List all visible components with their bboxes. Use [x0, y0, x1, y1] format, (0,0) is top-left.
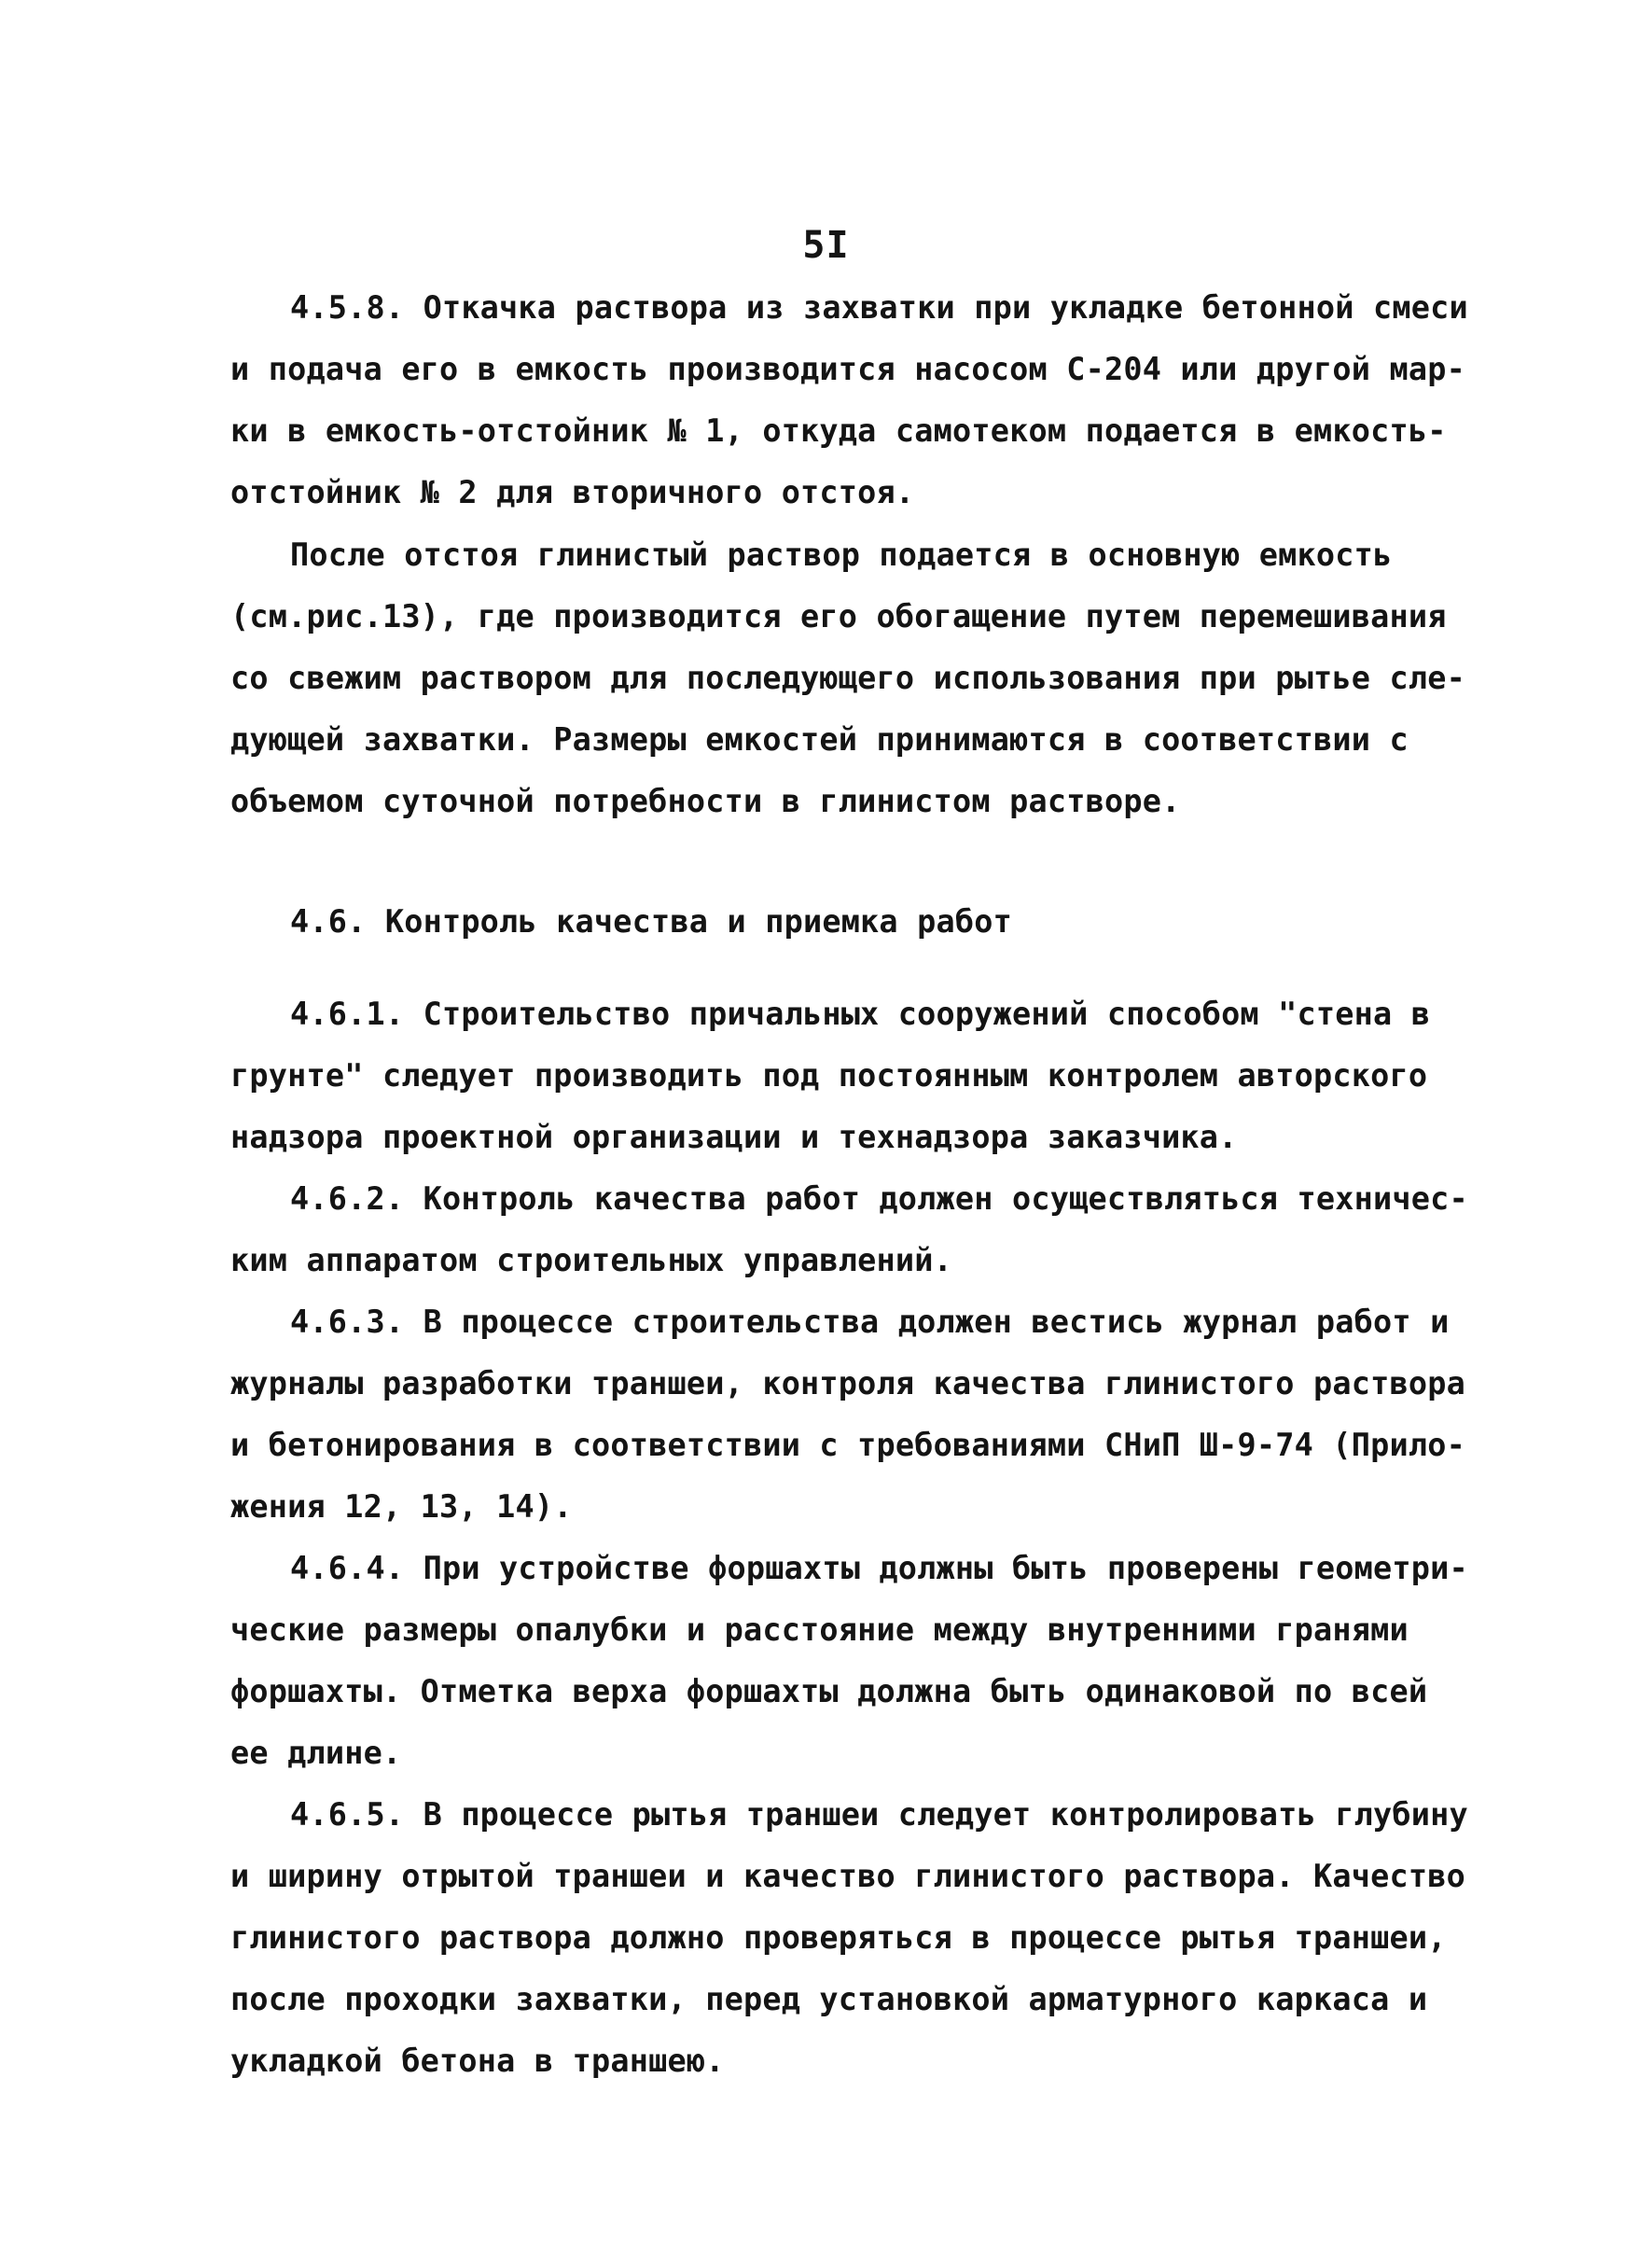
paragraph-4-5-8-line-2: и подача его в емкость производится насосом С-204 или другой мар-: [230, 351, 1465, 387]
paragraph-4-6-3-line-4: жения 12, 13, 14).: [230, 1488, 573, 1525]
paragraph-4-5-8-line-3: ки в емкость-отстойник № 1, откуда самотеком подается в емкость-: [230, 412, 1447, 449]
page-number: 5I: [802, 224, 850, 267]
paragraph-4-6-1-line-1: 4.6.1. Строительство причальных сооружений способом "стена в: [290, 996, 1431, 1032]
paragraph-4-6-5-line-4: после проходки захватки, перед установкой арматурного каркаса и: [230, 1981, 1428, 2017]
paragraph-4-6-3-line-2: журналы разработки траншеи, контроля качества глинистого раствора: [230, 1365, 1465, 1401]
paragraph-4-5-8-line-4: отстойник № 2 для вторичного отстоя.: [230, 474, 915, 510]
paragraph-4-6-5-line-3: глинистого раствора должно проверяться в процессе рытья траншеи,: [230, 1919, 1447, 1956]
paragraph-4-6-4-line-1: 4.6.4. При устройстве форшахты должны быть проверены геометри-: [290, 1550, 1468, 1586]
paragraph-4-5-8-line-1: 4.5.8. Откачка раствора из захватки при укладке бетонной смеси: [290, 289, 1468, 326]
paragraph-settling-line-4: дующей захватки. Размеры емкостей принимаются в соответствии с: [230, 721, 1409, 758]
paragraph-4-6-2-line-2: ким аппаратом строительных управлений.: [230, 1242, 953, 1278]
paragraph-4-6-4-line-2: ческие размеры опалубки и расстояние между внутренними гранями: [230, 1611, 1409, 1648]
paragraph-4-6-5-line-1: 4.6.5. В процессе рытья траншеи следует контролировать глубину: [290, 1796, 1468, 1833]
paragraph-settling-line-3: со свежим раствором для последующего использования при рытье сле-: [230, 660, 1465, 696]
paragraph-4-6-3-line-3: и бетонирования в соответствии с требованиями СНиП Ш-9-74 (Прило-: [230, 1427, 1465, 1463]
paragraph-4-6-1-line-3: надзора проектной организации и технадзора заказчика.: [230, 1119, 1238, 1155]
paragraph-4-6-1-line-2: грунте" следует производить под постоянным контролем авторского: [230, 1057, 1428, 1094]
paragraph-4-6-4-line-4: ее длине.: [230, 1735, 402, 1771]
paragraph-4-6-5-line-2: и ширину отрытой траншеи и качество глинистого раствора. Качество: [230, 1858, 1465, 1894]
section-heading-4-6: 4.6. Контроль качества и приемка работ: [290, 903, 1013, 940]
paragraph-4-6-2-line-1: 4.6.2. Контроль качества работ должен осуществляться техничес-: [290, 1180, 1468, 1217]
paragraph-4-6-3-line-1: 4.6.3. В процессе строительства должен вестись журнал работ и: [290, 1304, 1450, 1340]
paragraph-4-6-5-line-5: укладкой бетона в траншею.: [230, 2043, 725, 2079]
paragraph-settling-line-2: (см.рис.13), где производится его обогащение путем перемешивания: [230, 598, 1447, 634]
paragraph-settling-line-1: После отстоя глинистый раствор подается в основную емкость: [290, 537, 1393, 573]
paragraph-settling-line-5: объемом суточной потребности в глинистом растворе.: [230, 783, 1181, 819]
paragraph-4-6-4-line-3: форшахты. Отметка верха форшахты должна быть одинаковой по всей: [230, 1673, 1428, 1709]
